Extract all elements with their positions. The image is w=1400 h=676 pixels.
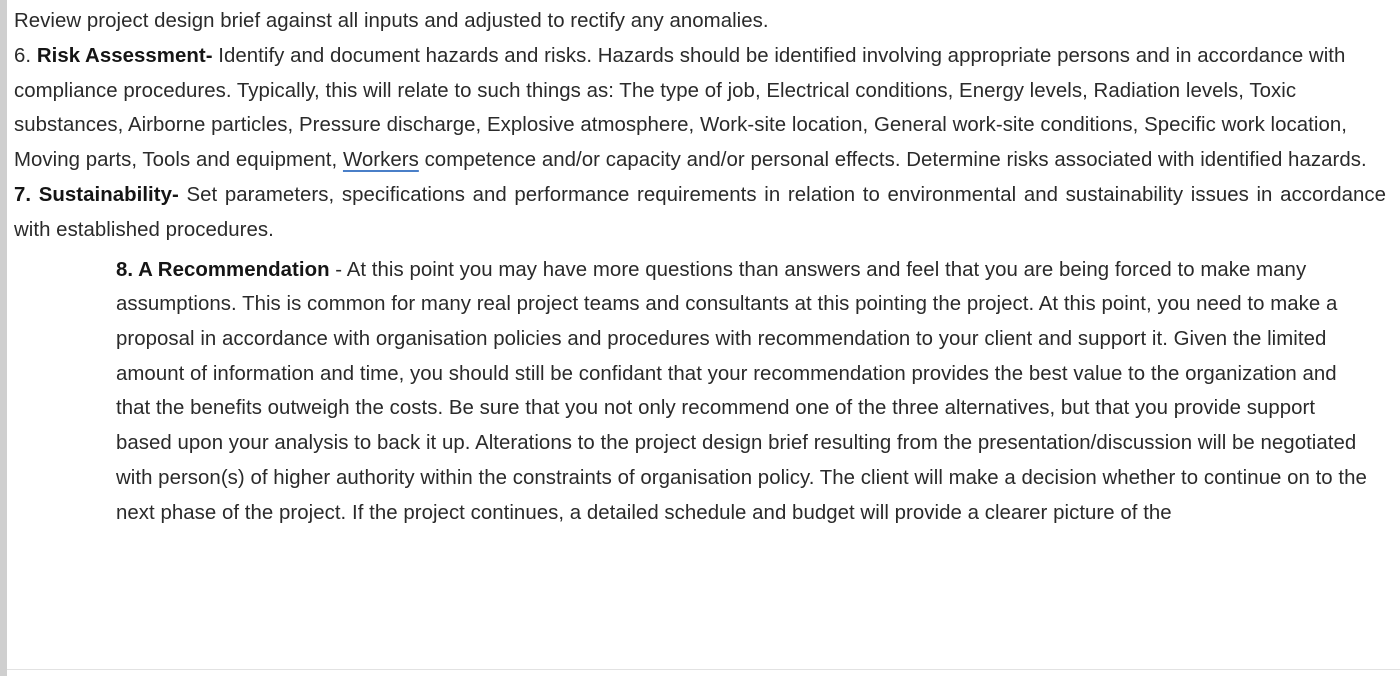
document-body	[14, 4, 1386, 530]
risk-number: 6.	[14, 44, 32, 67]
intro-text: Review project design brief against all inputs and adjusted to rectify any anomalies.	[14, 10, 769, 32]
sustainability-heading: 7. Sustainability-	[14, 183, 179, 206]
spellcheck-underlined-word[interactable]: Workers	[342, 149, 419, 172]
risk-assessment-paragraph	[14, 39, 1386, 178]
risk-text-before: Identify and document hazards and risks. Hazards should be identified involving appropriate persons and in accordance with compliance procedures. Typically, this will relate to such things as: The type of job, Electrical conditions, Energy levels, Radiation levels, Toxic substances, Airborne particles, Pressure discharge, Explosive atmosphere, Work-site location, General work-site conditions, Specific work location, Moving parts, Tools and equipment,	[14, 44, 1347, 172]
sustainability-text: Set parameters, specifications and performance requirements in relation to environmental and sustainability issues in accordance with established procedures.	[14, 183, 1387, 241]
intro-paragraph	[14, 4, 1386, 39]
bottom-divider	[7, 669, 1400, 670]
risk-heading: Risk Assessment-	[36, 44, 213, 67]
recommendation-heading: 8. A Recommendation	[116, 258, 330, 281]
recommendation-text: - At this point you may have more questions than answers and feel that you are being forced to make many assumptions. This is common for many real project teams and consultants at this pointing the project. At this point, you need to make a proposal in accordance with organisation policies and procedures with recommendation to your client and support it. Given the limited amount of information and time, you should still be confidant that your recommendation provides the best value to the organization and that the benefits outweigh the costs. Be sure that you not only recommend one of the three alternatives, but that you provide support based upon your analysis to back it up. Alterations to the project design brief resulting from the presentation/discussion will be negotiated with person(s) of higher authority within the constraints of organisation policy. The client will make a decision whether to continue on to the next phase of the project. If the project continues, a detailed schedule and budget will provide a clearer picture of the	[116, 258, 1367, 524]
sustainability-paragraph	[14, 178, 1386, 248]
risk-text-after: competence and/or capacity and/or personal effects. Determine risks associated with identified hazards.	[424, 149, 1367, 172]
left-margin-rule	[0, 0, 7, 676]
recommendation-paragraph	[116, 253, 1376, 531]
